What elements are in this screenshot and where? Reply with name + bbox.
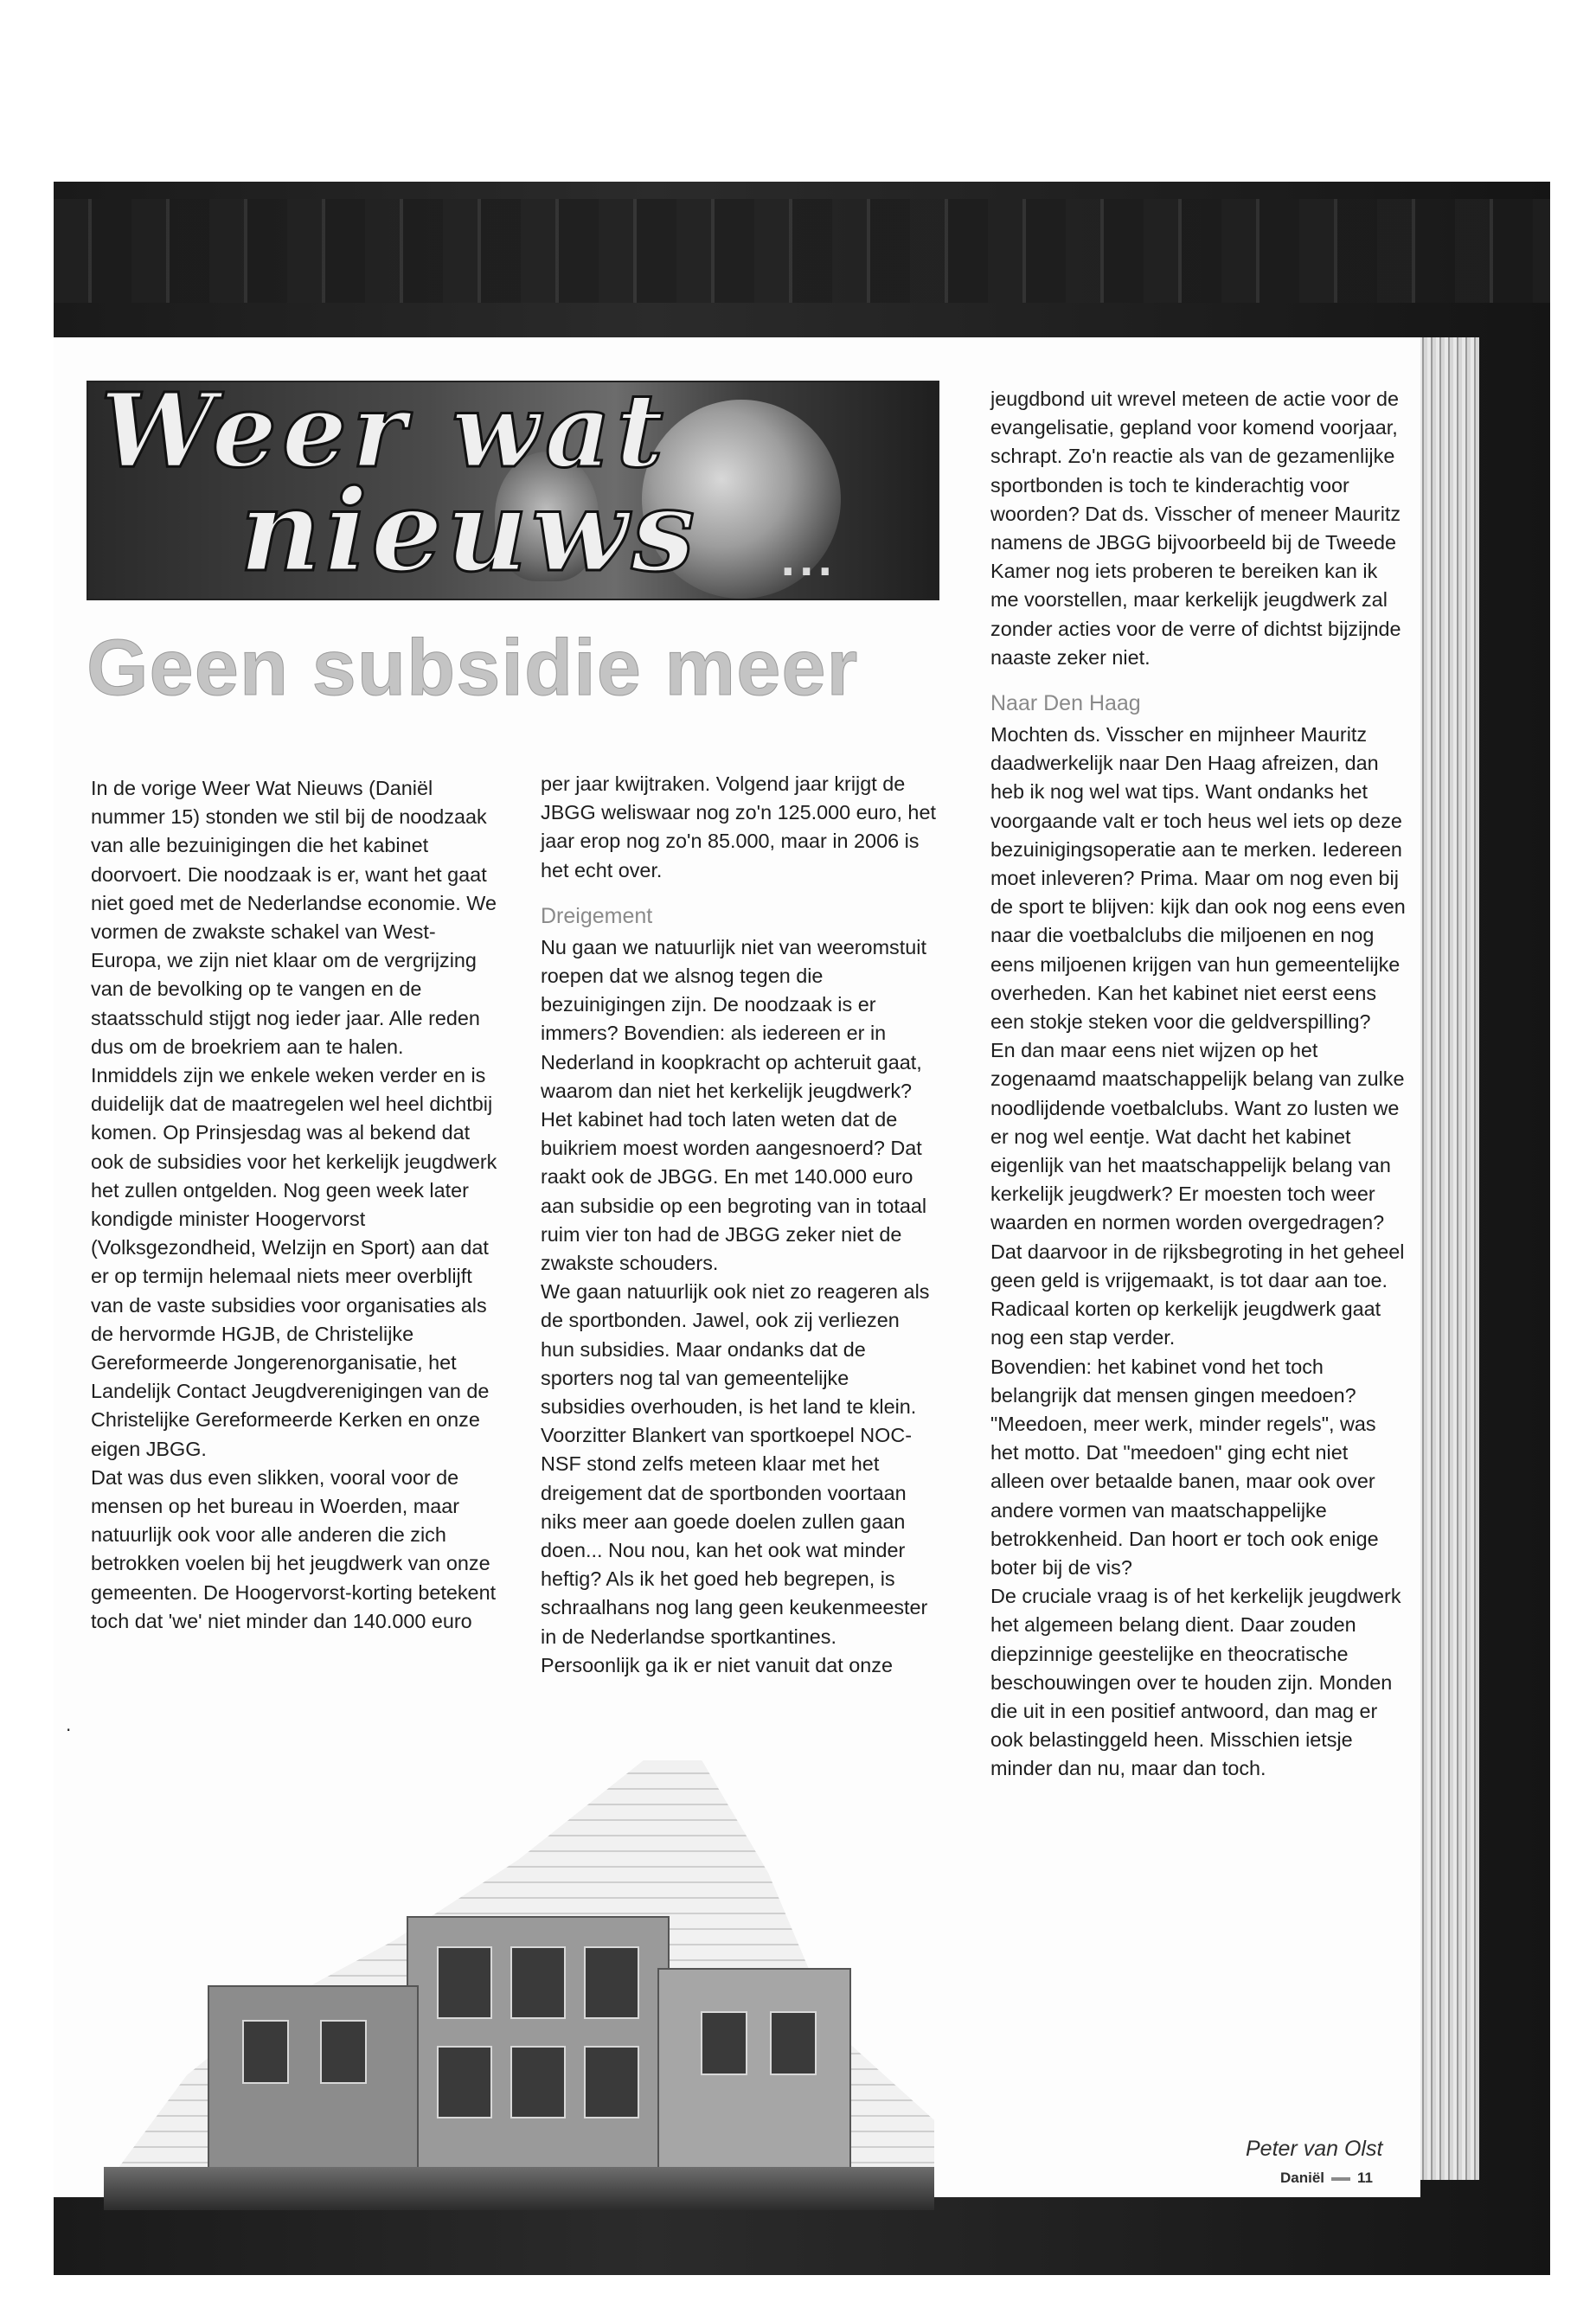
author-signature: Peter van Olst	[1246, 2137, 1383, 2161]
page-number: 11	[1357, 2170, 1374, 2186]
window	[701, 2011, 747, 2075]
column1-paragraph-2: Inmiddels zijn we enkele weken verder en is duidelijk dat de maatregelen wel heel dichtbij komen. Op Prinsjesdag was al bekend dat ook de subsidies voor het kerkelijk jeugdwerk het zullen ontgelden. Nog geen week later kondigde minister Hoogervorst (Volksgezondheid, Welzijn en Sport) aan dat er op termijn helemaal niets meer overblijft van de vaste subsidies voor organisaties als de hervormde HGJB, de Christelijke Gereformeerde Jongerenorganisatie, het Landelijk Contact Jeugdverenigingen van de Christelijke Gereformeerde Kerken en onze eigen JBGG.	[91, 1064, 497, 1460]
column2-intro: per jaar kwijtraken. Volgend jaar krijgt de JBGG weliswaar nog zo'n 125.000 euro, het jaar erop nog zo'n 85.000, maar in 2006 is het echt over.	[541, 772, 936, 881]
column2-paragraph-1: Nu gaan we natuurlijk niet van weeromstuit roepen dat we alsnog tegen die bezuinigingen zijn. De noodzaak is er immers? Bovendien: als iedereen er in Nederland in koopkracht op achteruit gaat, waarom dan niet het kerkelijk jeugdwerk? Het kabinet had toch laten weten dat de buikriem moest worden aangesnoerd? Dat raakt ook de JBGG. En met 140.000 euro aan subsidie op een begroting van in totaal ruim vier ton had de JBGG zeker niet de zwakste schouders.	[541, 935, 927, 1275]
article-column-3	[990, 385, 1406, 1784]
scan-binding-stripe	[54, 199, 1550, 303]
building-left-wing	[208, 1985, 419, 2196]
banner-ellipsis: ...	[780, 538, 836, 585]
column2-paragraph-2: We gaan natuurlijk ook niet zo reageren als de sportbonden. Jawel, ook zij verliezen hun subsidies. Maar ondanks dat de sporters nog tal van gemeentelijke subsidies overhouden, is het land te klein. Voorzitter Blankert van sportkoepel NOC-NSF stond zelfs meteen klaar met het dreigement dat de sportbonden voortaan niks meer aan goede doelen zullen gaan doen... Nou nou, kan het ook wat minder heftig? Als ik het goed heb begrepen, is schraalhans nog lang geen keukenmeester in de Nederlandse sportkantines.	[541, 1280, 930, 1648]
column3-paragraph-4: De cruciale vraag is of het kerkelijk jeugdwerk het algemeen belang dient. Daar zouden diepzinnige geestelijke en theocratische beschouwingen over te houden zijn. Monden die uit in een positief antwoord, dan mag er ook belastinggeld heen. Misschien ietsje minder dan nu, maar dan toch.	[990, 1585, 1401, 1780]
header-banner	[87, 381, 939, 600]
article-headline: Geen subsidie meer	[87, 624, 859, 712]
subheading-naar-den-haag: Naar Den Haag	[990, 691, 1141, 716]
column3-paragraph-1: Mochten ds. Visscher en mijnheer Mauritz daadwerkelijk naar Den Haag afreizen, dan heb ik nog wel wat tips. Want ondanks het voorgaande valt er toch heus wel iets op deze bezuinigingsoperatie aan te merken. Iedereen moet inleveren? Prima. Maar om nog even bij de sport te blijven: kijk dan ook nog eens even naar die voetbalclubs die miljoenen en nog eens miljoenen krijgen van hun gemeentelijke overheden. Kan het kabinet niet eerst eens een stokje steken voor die geldverspilling?	[990, 723, 1406, 1034]
subheading-dreigement: Dreigement	[541, 903, 653, 928]
window	[584, 1946, 639, 2019]
window	[437, 1946, 492, 2019]
column2-paragraph-3: Persoonlijk ga ik er niet vanuit dat onze	[541, 1653, 893, 1676]
page-edges	[1410, 337, 1479, 2180]
article-column-1	[91, 774, 506, 1636]
building-photo	[104, 1760, 934, 2210]
banner-title-line1: Weer wat	[100, 381, 669, 490]
window	[242, 2020, 289, 2084]
photo-ground	[104, 2167, 934, 2210]
page-footer	[1280, 2170, 1373, 2187]
banner-title-line2: nieuws	[240, 465, 699, 597]
footer-magazine-name: Daniël	[1280, 2170, 1325, 2186]
window	[320, 2020, 367, 2084]
column1-paragraph-3: Dat was dus even slikken, vooral voor de mensen op het bureau in Woerden, maar natuurlijk ook voor alle anderen die zich betrokken voelen bij het jeugdwerk van onze gemeenten. De Hoogervorst-korting betekent toch dat 'we' niet minder dan 140.000 euro	[91, 1465, 497, 1632]
window	[437, 2046, 492, 2118]
scan-margin-top	[0, 0, 1596, 182]
window	[770, 2011, 817, 2075]
column3-paragraph-2: En dan maar eens niet wijzen op het zogenaamd maatschappelijk belang van zulke noodlijdende voetbalclubs. Want zo lusten we er nog wel eentje. Wat dacht het kabinet eigenlijk van het maatschappelijk belang van kerkelijk jeugdwerk? Er moesten toch weer waarden en normen worden overgedragen? Dat daarvoor in de rijksbegroting in het geheel geen geld is vrijgemaakt, is tot daar aan toe. Radicaal korten op kerkelijk jeugdwerk gaat nog een stap verder.	[990, 1039, 1405, 1349]
column3-intro: jeugdbond uit wrevel meteen de actie voor de evangelisatie, gepland voor komend voorjaar, schrapt. Zo'n reactie als van de gezamenlijke sportbonden is toch te kinderachtig voor woorden? Dat ds. Visscher of meneer Mauritz namens de JBGG bijvoorbeeld bij de Tweede Kamer nog iets proberen te bereiken kan ik me voorstellen, maar kerkelijk jeugdwerk zal zonder acties voor de verre of dichtst bijzijnde naaste zeker niet.	[990, 388, 1401, 669]
footer-divider	[1331, 2177, 1350, 2181]
window	[510, 1946, 566, 2019]
window	[584, 2046, 639, 2118]
window	[510, 2046, 566, 2118]
column1-paragraph-1: In de vorige Weer Wat Nieuws (Daniël nummer 15) stonden we stil bij de noodzaak van alle bezuinigingen die het kabinet doorvoert. Die noodzaak is er, want het gaat niet goed met de Nederlandse economie. We vormen de zwakste schakel van West-Europa, we zijn niet klaar om de vergrijzing van de bevolking op te vangen en de staatsschuld stijgt nog ieder jaar. Alle reden dus om de broekriem aan te halen.	[91, 777, 497, 1058]
margin-mark: ·	[66, 1720, 72, 1740]
building-right-wing	[657, 1968, 851, 2196]
column3-paragraph-3: Bovendien: het kabinet vond het toch belangrijk dat mensen gingen meedoen? "Meedoen, meer werk, minder regels", was het motto. Dat "meedoen" ging echt niet alleen over betaalde banen, maar ook over andere vormen van maatschappelijke betrokkenheid. Dan hoort er toch ook enige boter bij de vis?	[990, 1355, 1379, 1579]
article-column-2	[541, 770, 939, 1680]
